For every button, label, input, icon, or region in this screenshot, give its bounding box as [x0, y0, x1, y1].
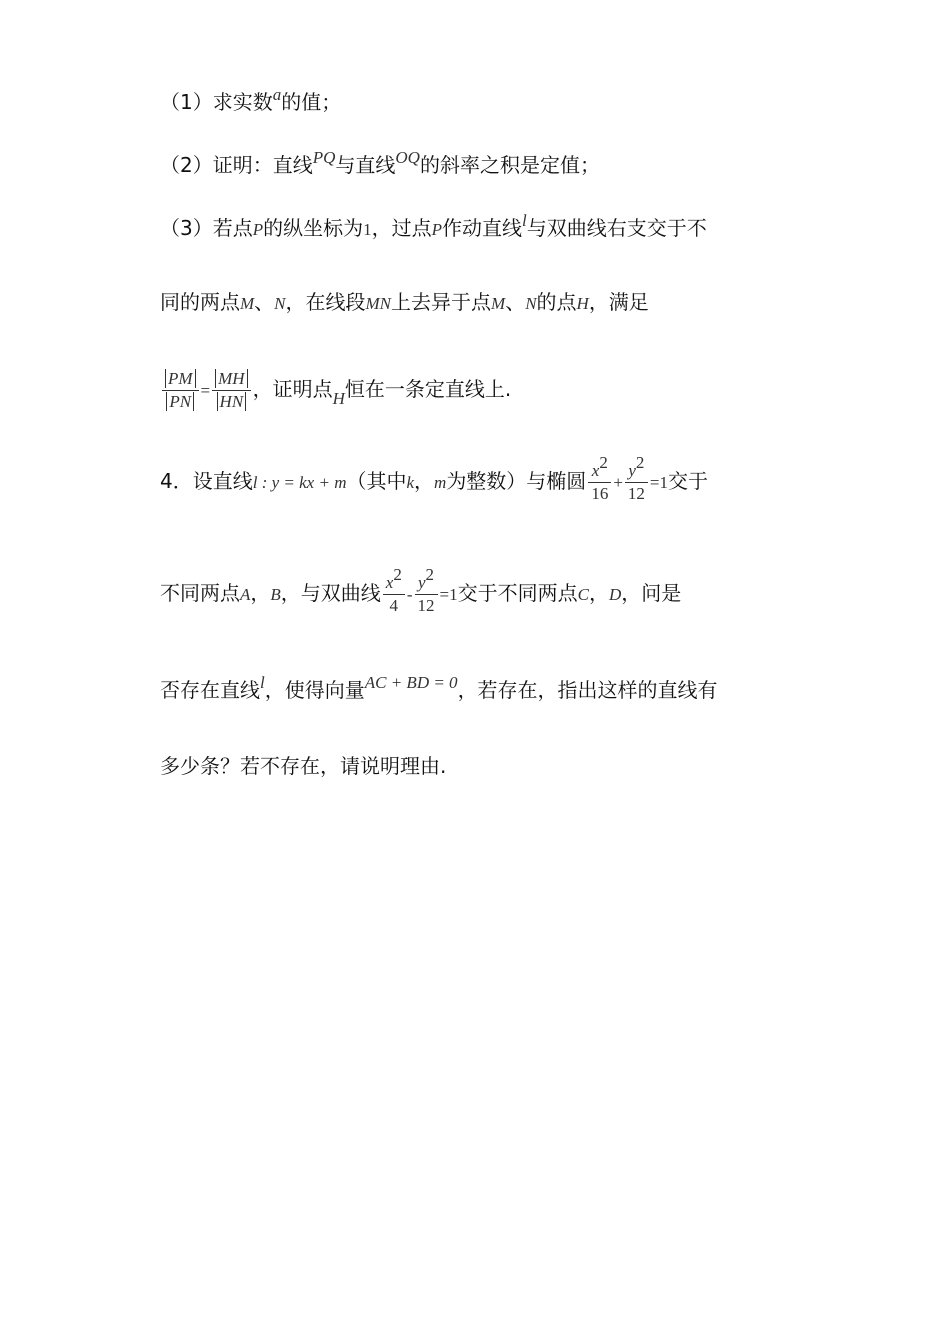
- equals-one: =1: [649, 473, 668, 492]
- text: ，: [588, 581, 609, 605]
- math-var: H: [576, 294, 589, 313]
- plus: +: [613, 473, 623, 492]
- text: （2）证明：直线: [160, 153, 313, 177]
- frac-den: 12: [627, 484, 645, 503]
- frac-den: 4: [389, 596, 399, 615]
- q4-line1: [160, 453, 708, 506]
- frac-den: 12: [417, 596, 435, 615]
- text: 的斜率之积是定值；: [419, 153, 600, 177]
- math-var: a: [272, 85, 282, 104]
- math-var: N: [274, 294, 286, 313]
- frac-num: MH: [215, 369, 247, 388]
- text: ，满足: [588, 290, 649, 314]
- q4-line4: [160, 752, 446, 780]
- text: ，与双曲线: [280, 581, 381, 605]
- fraction-y2-12: [625, 453, 648, 505]
- text: 、: [254, 290, 275, 314]
- text: 不同两点: [160, 581, 240, 605]
- text: （1）求实数: [160, 90, 273, 114]
- math-num: 1: [363, 220, 372, 239]
- text: 作动直线: [442, 216, 523, 240]
- exponent: 2: [425, 565, 435, 584]
- text: 同的两点: [160, 290, 240, 314]
- fraction-y2-12: [415, 565, 438, 617]
- q3-part1: [160, 85, 342, 118]
- line-equation: l : y = kx + m: [252, 473, 347, 492]
- text: ，过点: [371, 216, 432, 240]
- math-var: N: [525, 294, 537, 313]
- text: ，使得向量: [264, 678, 365, 702]
- minus: -: [406, 585, 413, 604]
- text: 交于不同两点: [457, 581, 578, 605]
- text: 的纵坐标为: [263, 216, 364, 240]
- math-var: B: [270, 585, 281, 604]
- math-var: MN: [365, 294, 392, 313]
- fraction-x2-4: [383, 565, 405, 617]
- fraction-x2-16: [588, 453, 611, 505]
- frac-num: y: [628, 461, 636, 480]
- exponent: 2: [599, 453, 608, 472]
- q3-part3-formula: [160, 366, 511, 414]
- q3-part2: [160, 148, 600, 181]
- text: 恒在一条定直线上.: [344, 377, 512, 401]
- text: 与直线: [335, 153, 396, 177]
- text: 的值；: [281, 90, 342, 114]
- text: （3）若点: [160, 216, 253, 240]
- math-var: OQ: [395, 148, 420, 167]
- frac-num: x: [385, 573, 394, 592]
- math-var: C: [577, 585, 589, 604]
- text: （其中: [346, 469, 407, 493]
- text: 上去异于点: [391, 290, 492, 314]
- q3-part3-cont: [160, 288, 649, 318]
- text: 否存在直线: [160, 678, 260, 702]
- equals-one: =1: [439, 585, 458, 604]
- text: ，问是: [621, 581, 682, 605]
- text: 为整数）与椭圆: [446, 469, 587, 493]
- text: ，: [414, 469, 435, 493]
- math-var: H: [332, 389, 345, 408]
- frac-num: PM: [165, 369, 196, 388]
- frac-den: HN: [217, 392, 247, 411]
- frac-num: y: [417, 573, 426, 592]
- text: 4．设直线: [160, 469, 253, 493]
- text: 、: [505, 290, 526, 314]
- exponent: 2: [635, 453, 645, 472]
- text: 的点: [536, 290, 577, 314]
- math-var: D: [608, 585, 622, 604]
- q4-line2: [160, 565, 682, 618]
- math-var: M: [491, 294, 506, 313]
- equals: =: [200, 381, 211, 400]
- frac-num: x: [591, 461, 600, 480]
- math-var: m: [434, 473, 447, 492]
- fraction-mh-hn: [212, 368, 250, 413]
- q4-line3: [160, 673, 718, 706]
- math-var: k: [406, 473, 415, 492]
- math-var: A: [240, 585, 251, 604]
- math-var: P: [252, 220, 264, 239]
- frac-den: 16: [591, 484, 609, 503]
- text: 交于: [668, 469, 708, 493]
- math-var: PQ: [312, 148, 336, 167]
- text: ，若存在，指出这样的直线有: [457, 678, 718, 702]
- math-var: M: [240, 294, 255, 313]
- math-var: l: [260, 673, 265, 692]
- frac-den: PN: [166, 392, 194, 411]
- text: 多少条？若不存在，请说明理由.: [160, 754, 447, 778]
- exponent: 2: [393, 565, 402, 584]
- text: 与双曲线右支交于不: [526, 216, 707, 240]
- text: ，: [250, 581, 271, 605]
- text: ，在线段: [285, 290, 366, 314]
- vector-equation: AC + BD = 0: [364, 673, 458, 692]
- q3-part3: [160, 211, 707, 244]
- math-var: P: [431, 220, 443, 239]
- fraction-pm-pn: [162, 368, 199, 413]
- text: ，证明点: [252, 377, 333, 401]
- math-var: l: [522, 211, 527, 230]
